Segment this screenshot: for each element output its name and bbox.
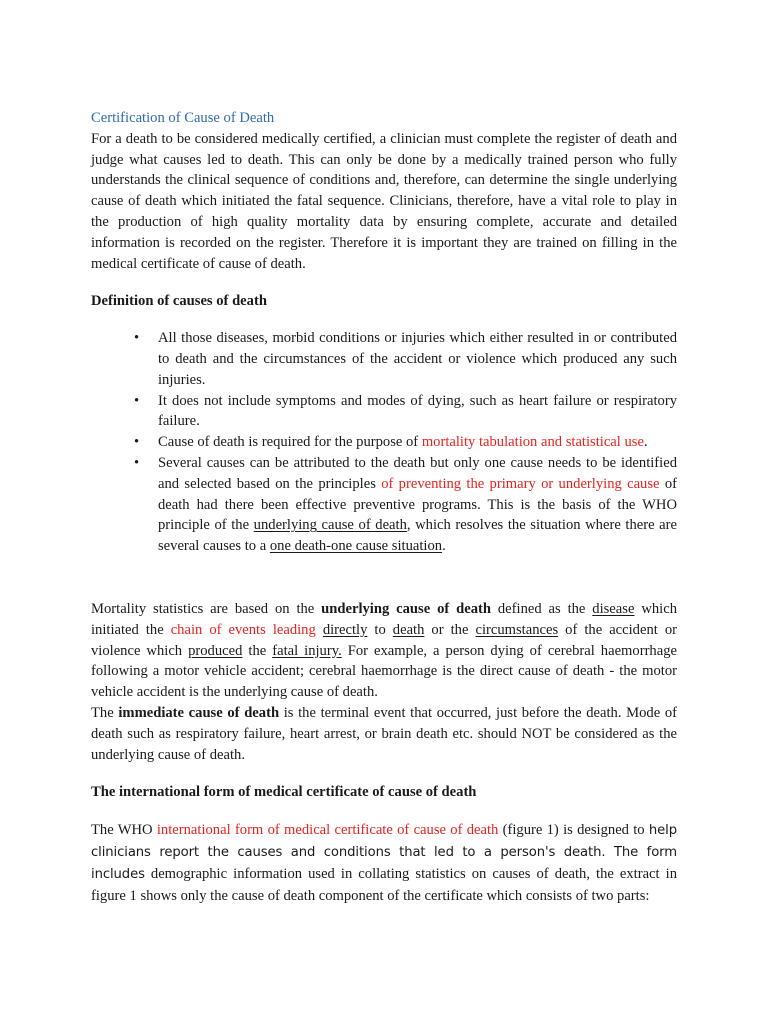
- underlined-term: underlying cause of death: [253, 517, 407, 534]
- document-page: [91, 108, 677, 906]
- immediate-cause-paragraph: The immediate cause of death is the terminal event that occurred, just before the death. Mode of death such as respiratory failure, heart arrest, or brain death etc. should NOT be considered as the underlying cause of death.: [91, 704, 677, 763]
- bullet-icon: •: [134, 434, 140, 451]
- international-form-paragraph: The WHO international form of medical certificate of cause of death (figure 1) is designed to help clinicians report the causes and conditions that led to a person's death. The form includes demographic information used in collating statistics on causes of death, the extract in figure 1 shows only the cause of death component of the certificate which consists of two parts:: [91, 822, 678, 904]
- highlighted-text: of preventing the primary or underlying cause: [381, 475, 660, 492]
- list-item: • All those diseases, morbid conditions or injuries which either resulted in or contributed to death and the circumstances of the accident or violence which produced any such injuries.: [134, 330, 677, 388]
- highlighted-text: mortality tabulation and statistical use: [421, 434, 644, 451]
- list-item: • Cause of death is required for the purpose of mortality tabulation and statistical use.: [158, 432, 677, 453]
- bullet-icon: •: [134, 454, 140, 471]
- bullet-icon: •: [134, 392, 140, 409]
- underlined-term: one death-one cause situation: [269, 538, 443, 555]
- definition-heading: Definition of causes of death: [91, 293, 267, 310]
- mortality-paragraph: Mortality statistics are based on the underlying cause of death defined as the disease which initiated the chain of events leading directly to death or the circumstances of the accident or violence which produced the fatal injury. For example, a person dying of cerebral haemorrhage following a motor vehicle accident; cerebral haemorrhage is the direct cause of death - the motor vehicle accident is the underlying cause of death.: [91, 600, 677, 701]
- international-form-heading: The international form of medical certificate of cause of death: [91, 784, 477, 801]
- list-item: • Several causes can be attributed to the death but only one cause needs to be identified and selected based on the principles of preventing the primary or underlying cause of death had there been effective preventive programs. This is the basis of the WHO principle of the underlying cause of death, which resolves the situation where there are several causes to a one death-one cause situation.: [134, 454, 678, 555]
- intro-paragraph: For a death to be considered medically certified, a clinician must complete the register of death and judge what causes led to death. This can only be done by a medically trained person who fully understands the clinical sequence of conditions and, therefore, can determine the single underlying cause of death which initiated the fatal sequence. Clinicians, therefore, have a vital role to play in the production of high quality mortality data by ensuring complete, accurate and detailed information is recorded on the register. Therefore it is important they are trained on filling in the medical certificate of cause of death.: [91, 130, 677, 272]
- bullet-icon: •: [134, 330, 140, 347]
- definition-list: [91, 328, 677, 557]
- section-title: Certification of Cause of Death: [91, 110, 275, 126]
- list-item: • It does not include symptoms and modes of dying, such as heart failure or respiratory failure.: [134, 392, 677, 430]
